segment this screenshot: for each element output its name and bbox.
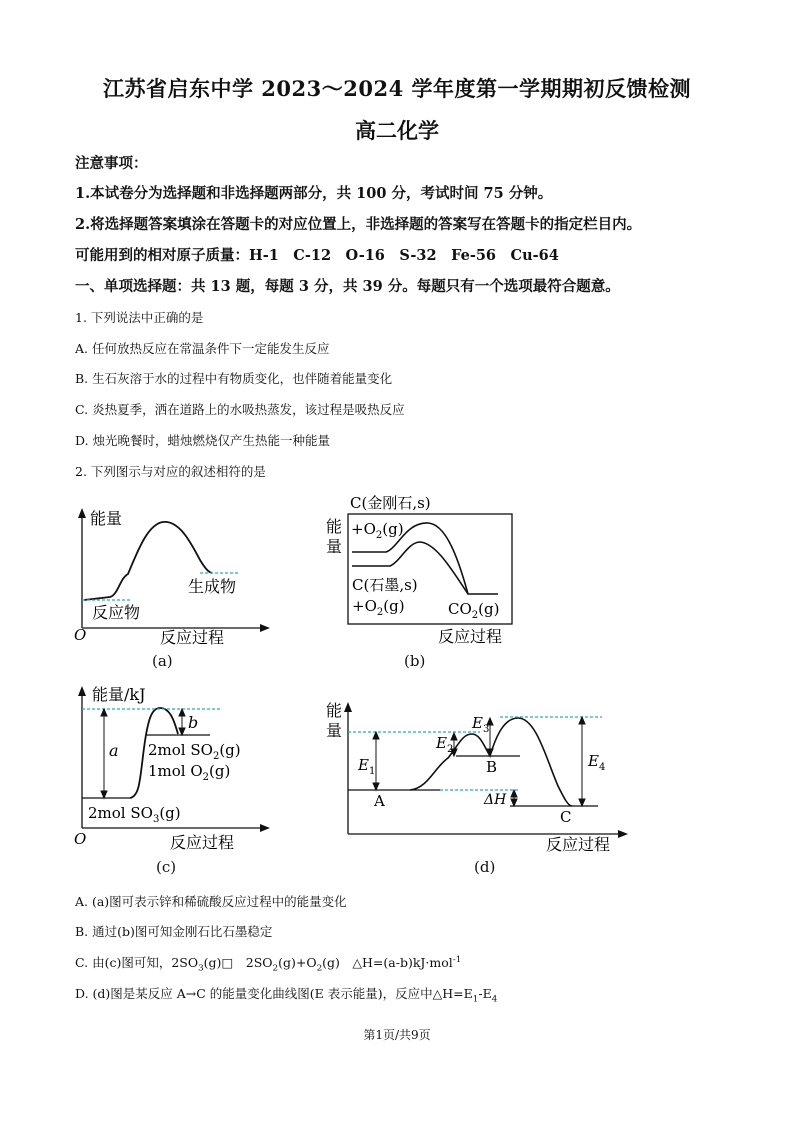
d-y-label-2: 量 [326, 721, 343, 740]
q1-option-c: C. 炎热夏季，洒在道路上的水吸热蒸发，该过程是吸热反应 [75, 402, 405, 417]
d-E4-arrow-top [579, 717, 585, 724]
c-so2-label: 2mol $SO_2(g)$ [148, 741, 241, 762]
a-x-arrow [260, 624, 270, 632]
b-o2-top-label: $+O_2(g)$ [351, 520, 404, 541]
c-a-arrow-top [101, 709, 107, 716]
d-E1-label: $E_1$ [358, 756, 376, 777]
a-origin: O [74, 626, 87, 644]
c-b-arrow-bottom [179, 728, 185, 735]
caption-c: (c) [156, 858, 177, 876]
a-y-arrow [78, 508, 86, 518]
a-y-label: 能量 [90, 509, 123, 528]
figure-d [320, 698, 640, 858]
b-x-label: 反应过程 [438, 627, 503, 646]
caption-b: (b) [404, 652, 426, 670]
c-x-arrow [260, 824, 270, 832]
d-E4-arrow-bottom [579, 799, 585, 806]
c-a-arrow-bottom [101, 791, 107, 798]
q2-stem: 2. 下列图示与对应的叙述相符的是 [75, 464, 266, 479]
c-origin: O [74, 830, 87, 848]
d-y-arrow [344, 702, 352, 712]
q2-option-b: B. 通过(b)图可知金刚石比石墨稳定 [75, 924, 273, 939]
c-y-arrow [78, 686, 86, 696]
c-b-arrow-top [179, 709, 185, 716]
exam-title: 江苏省启东中学 2023～2024 学年度第一学期期初反馈检测 [102, 76, 691, 101]
b-y-label-1: 能 [326, 517, 343, 536]
d-E2-label: $E_2$ [436, 734, 454, 755]
exam-subtitle: 高二化学 [355, 118, 439, 143]
d-x-label: 反应过程 [546, 835, 611, 854]
q2-option-d: D. (d)图是某反应 A→C 的能量变化曲线图(E 表示能量)，反应中$\triangle H=E_1-E_4$ [75, 986, 498, 1005]
d-E4-label: $E_4$ [588, 752, 606, 773]
c-o2-label: 1mol $O_2(g)$ [148, 762, 231, 783]
figure-b [320, 490, 520, 650]
c-a-label: a [109, 741, 119, 760]
d-E1-arrow-top [373, 732, 379, 739]
section-1-heading: 一、单项选择题：共 13 题，每题 3 分，共 39 分。每题只有一个选项最符合题意。 [75, 278, 620, 295]
b-diamond-label: C(金刚石,s) [350, 494, 431, 512]
caption-a: (a) [152, 652, 173, 670]
c-so3-label: 2mol $SO_3(g)$ [88, 804, 181, 825]
c-y-label: 能量/kJ [92, 685, 146, 704]
d-dH-label: ΔH [484, 792, 507, 808]
d-E2-arrow-top [451, 733, 457, 740]
d-A-label: A [374, 792, 385, 810]
b-co2-label: $CO_2(g)$ [448, 600, 500, 621]
d-E3-label: $E_3$ [472, 714, 490, 735]
q2-option-a: A. (a)图可表示锌和稀硫酸反应过程中的能量变化 [75, 894, 347, 909]
d-C-label: C [560, 808, 572, 826]
a-reactant-label: 反应物 [92, 603, 141, 622]
atomic-masses: 可能用到的相对原子质量：H-1 C-12 O-16 S-32 Fe-56 Cu-64 [75, 247, 559, 264]
b-graphite-label: C(石墨,s) [352, 576, 418, 594]
d-B-label: B [486, 758, 498, 776]
q1-stem: 1. 下列说法中正确的是 [75, 310, 204, 325]
notes-item-2: 2.将选择题答案填涂在答题卡的对应位置上，非选择题的答案写在答题卡的指定栏目内。 [75, 216, 642, 233]
page-footer: 第1页/共9页 [363, 1028, 431, 1042]
q1-option-a: A. 任何放热反应在常温条件下一定能发生反应 [75, 341, 330, 356]
figure-a [60, 500, 270, 650]
c-b-label: b [188, 713, 199, 732]
notes-heading: 注意事项： [75, 155, 148, 172]
figure-c [60, 678, 270, 858]
b-y-label-2: 量 [326, 537, 343, 556]
a-x-label: 反应过程 [160, 628, 225, 647]
d-E1-arrow-bottom [373, 783, 379, 790]
q1-option-d: D. 烛光晚餐时，蜡烛燃烧仅产生热能一种能量 [75, 433, 331, 448]
notes-item-1: 1.本试卷分为选择题和非选择题两部分，共 100 分，考试时间 75 分钟。 [75, 185, 553, 202]
q2-option-c: C. 由(c)图可知，$2SO_3(g)□$ $2SO_2(g)+O_2(g)$ △H=(a-b)kJ·mol$^{-1}$ [75, 954, 462, 974]
d-dH-arrow-bottom [511, 799, 517, 806]
c-x-label: 反应过程 [170, 833, 235, 852]
caption-d: (d) [474, 858, 496, 876]
q1-option-b: B. 生石灰溶于水的过程中有物质变化，也伴随着能量变化 [75, 371, 393, 386]
d-dH-arrow-top [511, 790, 517, 797]
b-o2-bottom-label: $+O_2(g)$ [352, 597, 405, 618]
d-x-arrow [618, 830, 628, 838]
a-product-label: 生成物 [188, 577, 237, 596]
d-y-label-1: 能 [326, 701, 343, 720]
